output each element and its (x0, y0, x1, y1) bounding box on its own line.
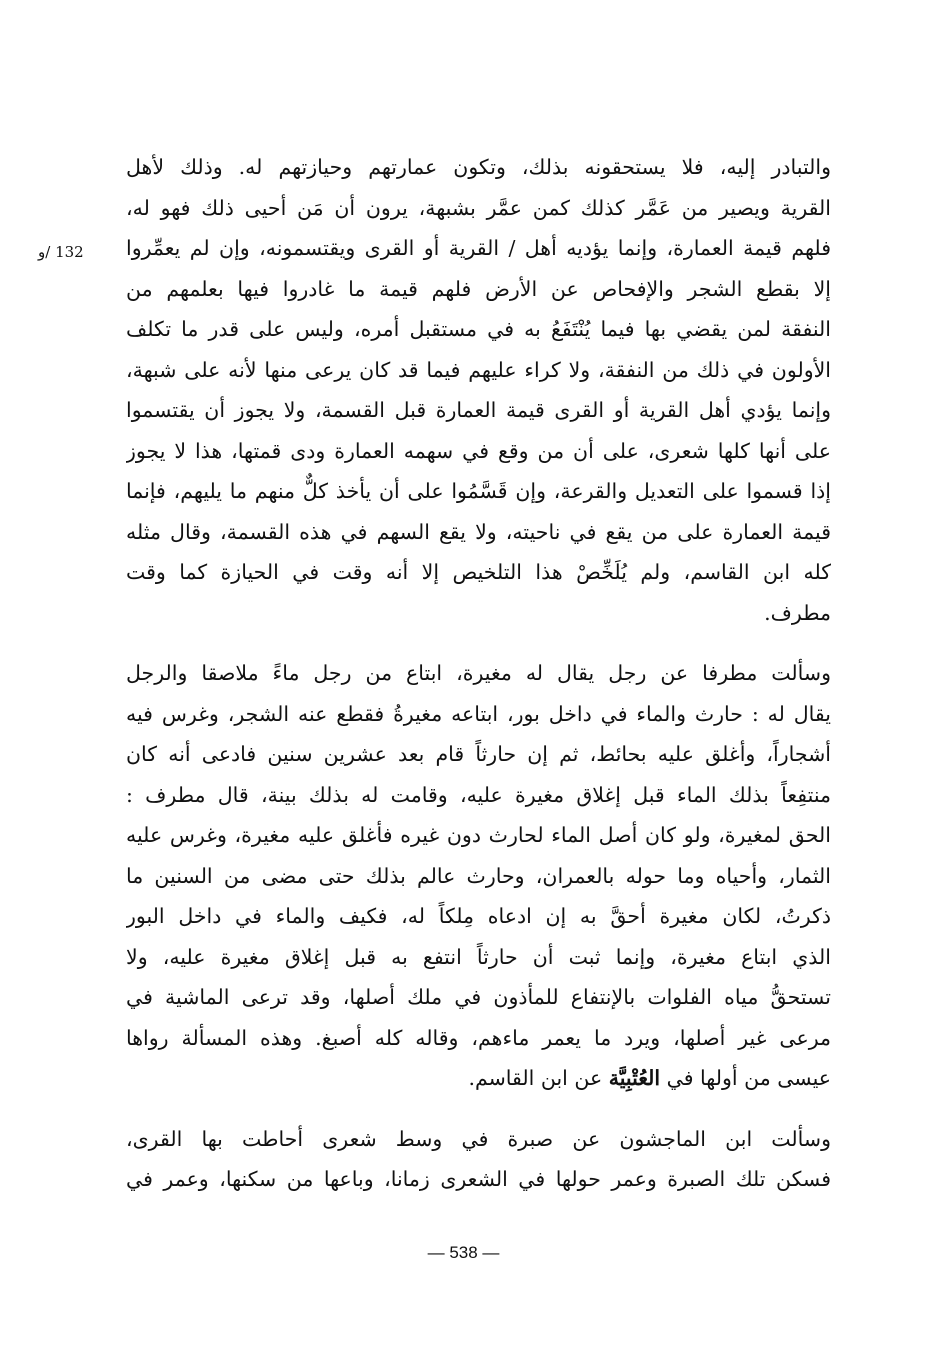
paragraph-2 (126, 653, 831, 1058)
body-text (126, 147, 831, 1200)
paragraph-3 (126, 1119, 831, 1200)
page-number: — 538 — (427, 1243, 500, 1262)
text-line: وإنما يؤدي أهل القرية أو القرى قيمة العمارة قبل القسمة، ولا يجوز أن يقتسموا (126, 398, 831, 422)
text-line: فلهم قيمة العمارة، وإنما يؤديه أهل / القرية أو القرى ويقتسمونه، وإن لم يعمِّروا (126, 236, 831, 260)
text-line (126, 1058, 831, 1099)
text-line: كله ابن القاسم، ولم يُلَخِّصْ هذا التلخيص إلا أنه وقت في الحيازة كما وقت (126, 560, 831, 584)
text-line: وسألت ابن الماجشون عن صبرة في وسط شعرى أحاطت بها القرى، (126, 1126, 831, 1151)
text-line: إذا قسموا على التعديل والقرعة، وإن قَسَّمُوا على أن يأخذ كلٌّ منهم ما يليهم، فإنما (126, 479, 831, 503)
text-line: فسكن تلك الصبرة وعمر حولها في الشعرى زمانا، وباعها من سكنها، وعمر في (126, 1167, 831, 1191)
text-line: الأولون في ذلك من النفقة، ولا كراء عليهم فيما قد كان يرعى منها لأنه على شبهة، (126, 357, 831, 382)
text-line: النفقة لمن يقضي بها فيما يُنْتَفَعُ به في مستقبل أمره، وليس على قدر ما تكلف (126, 317, 831, 341)
text-line: مطرف. (764, 600, 831, 625)
text-line: ذكرتُ، لكان مغيرة أحقَّ به إن ادعاه مِلكاً له، فكيف والماء في داخل البور (126, 904, 831, 928)
text-line: إلا بقطع الشجر والإفحاص عن الأرض فلهم قيمة ما غادروا فيها بعلمهم من (126, 276, 831, 301)
text-line: الحق لمغيرة، ولو كان أصل الماء لحارث دون غيره فأغلق عليه مغيرة، وغرس عليه (126, 823, 831, 847)
text-line: على أنها كلها شعرى، على أن من وقع في سهمه العمارة ودى قمتها، هذا لا يجوز (126, 438, 831, 463)
text-segment: عن ابن القاسم. (468, 1066, 609, 1090)
text-line: الذي ابتاع مغيرة، وإنما ثبت أن حارثاً انتفع به قبل إغلاق مغيرة عليه، ولا (126, 944, 831, 969)
text-line: مرعى غير أصلها، ويرد ما يعمر ماءهم، وقاله كله أصبغ. وهذه المسألة رواها (126, 1025, 831, 1050)
book-title-al-utbiyya: العُتْبِيَّة (608, 1066, 661, 1090)
paragraph-1 (126, 147, 831, 633)
text-line: قيمة العمارة على من يقع في ناحيته، ولا يقع السهم في هذه القسمة، وقال مثله (126, 519, 831, 544)
text-line: القرية ويصير من عَمَّر كذلك كمن عمَّر بشبهة، يرون أن مَن أحيى ذلك فهو له، (126, 195, 831, 220)
text-line: تستحقُّ مياه الفلوات بالإنتفاع للمأذون في ملك أصلها، وقد ترعى الماشية في (126, 985, 831, 1009)
text-line: منتفِعاً بذلك الماء قبل إغلاق مغيرة عليه، وقامت له بذلك بينة، قال مطرف : (126, 782, 831, 807)
manuscript-folio-reference: 132 /و (38, 243, 84, 261)
text-line: وسألت مطرفا عن رجل يقال له مغيرة، ابتاع من رجل ماءً ملاصقا والرجل (126, 661, 831, 685)
text-line: الثمار، وأحياه وما حوله بالعمران، وحارث عالم بذلك حتى مضى من السنين ما (126, 863, 831, 888)
text-line: والتبادر إليه، فلا يستحقونه بذلك، وتكون عمارتهم وحيازتهم له. وذلك لأهل (126, 155, 831, 179)
text-line: يقال له : حارث والماء في داخل بور، ابتاعه مغيرةُ فقطع عنه الشجر، وغرس فيه (126, 701, 831, 726)
text-line: أشجاراً، وأغلق عليه بحائط، ثم إن حارثاً قام بعد عشرين سنين فادعى أنه كان (126, 742, 831, 766)
text-segment: عيسى من أولها في (660, 1066, 831, 1090)
